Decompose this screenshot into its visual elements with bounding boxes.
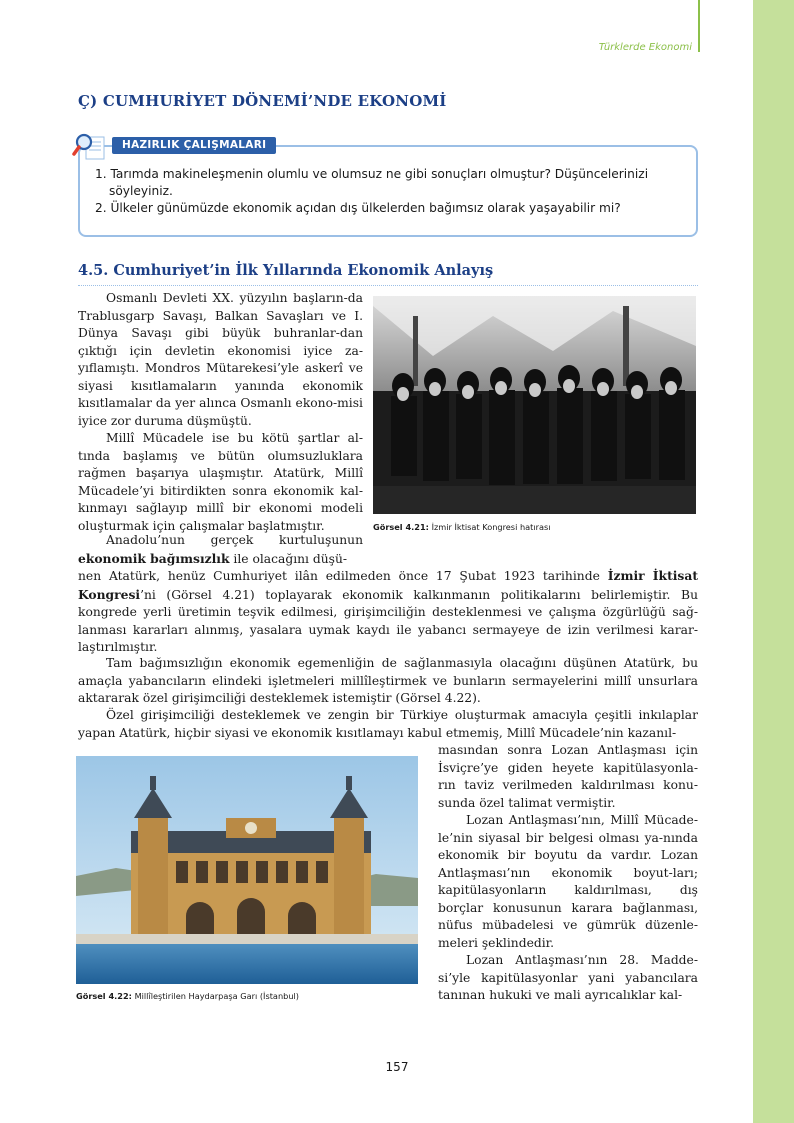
question-item: 2. Ülkeler günümüzde ekonomik açıdan dış ülkelerden bağımsız olarak yaşayabilir mi? (95, 201, 621, 215)
keyword-izmir-congress: İzmir İktisat Kongresi (78, 568, 698, 602)
subsection-divider (78, 285, 698, 286)
section-title: Ç) CUMHURİYET DÖNEMİ’NDE EKONOMİ (78, 92, 447, 110)
figure-4-22-caption: Görsel 4.22: Millîleştirilen Haydarpaşa Garı (İstanbul) (76, 991, 299, 1001)
side-green-strip (753, 0, 794, 1123)
paragraph-3-start: Anadolu’nun gerçek kurtuluşunun ekonomik bağımsızlık ile olacağını düşü- (78, 533, 363, 566)
magnifier-icon (72, 131, 106, 161)
preparation-tab: HAZIRLIK ÇALIŞMALARI (112, 137, 276, 154)
paragraph-6: Lozan Antlaşması’nın, Millî Mücade-le’nin siyasal bir belgesi olması ya-nında ekonomik bir boyutu da vardır. Lozan Antlaşması’nın ekonomik boyut-ları; kapitülasyonların kaldırılması, dış borçlar konusunun karara bağlanması, nüfus mübadelesi ve gümrük düzenle-meleri şeklindedir. (438, 813, 698, 950)
paragraph-5-cont: masından sonra Lozan Antlaşması için İsviçre’ye giden heyete kapitülasyonla-rın taviz verilmeden kaldırılması konu-sunda özel talimat vermiştir. (438, 743, 698, 810)
izmir-congress-photo (373, 296, 696, 514)
paragraph-3-cont: nen Atatürk, henüz Cumhuriyet ilân edilmeden önce 17 Şubat 1923 tarihinde İzmir İktisat Kongresi’ni (Görsel 4.21) toplayarak ekonomik kalkınmanın politikalarını belirlemiştir. Bu kongrede yerli üretimin teşvik edilmesi, girişimciliğin desteklenmesi ve çalışma özgürlüğü sağ-lanması kararları alınmış, yasalara uymak kaydı ile yabancı sermayeye de izin verilmesi karar-laştırılmıştır. (78, 568, 698, 654)
paragraph-7: Lozan Antlaşması’nın 28. Madde-si’yle kapitülasyonlar yani yabancılara tanınan hukuki ve mali ayrıcalıklar kal- (438, 953, 698, 1002)
question-item: 1. Tarımda makineleşmenin olumlu ve olumsuz ne gibi sonuçları olmuştur? Düşüncelerinizi söyleyiniz. (95, 167, 649, 198)
running-header: Türklerde Ekonomi (598, 42, 692, 53)
paragraph-5: Özel girişimciliği desteklemek ve zengin bir Türkiye oluşturmak amacıyla çeşitli inkılaplar yapan Atatürk, hiçbir siyasi ve ekonomik kısıtlamayı kabul etmemiş, Millî Mücadele’nin kazanıl- (78, 708, 698, 740)
paragraph-1: Osmanlı Devleti XX. yüzyılın başların-da Trablusgarp Savaşı, Balkan Savaşları ve I. Dünya Savaşı gibi büyük buhranlar-dan çıktığı için devletin ekonomisi iyice za-yıflamıştı. Mondros Mütarekesi’yle askerî ve siyasi kısıtlamaların yanında ekonomik kısıtlamalar da yer alınca Osmanlı ekono-misi iyice zor duruma düşmüştü. (78, 291, 363, 428)
figure-4-21-caption: Görsel 4.21: İzmir İktisat Kongresi hatırası (373, 522, 551, 532)
preparation-questions (95, 166, 690, 217)
keyword-economic-independence: ekonomik bağımsızlık (78, 550, 230, 566)
header-rule (698, 0, 700, 52)
paragraph-4: Tam bağımsızlığın ekonomik egemenliğin de sağlanmasıyla olacağını düşünen Atatürk, bu amaçla yabancıların elindeki işletmeleri millîleştirmek ve bunların sermayelerini millî unsurlara aktararak özel girişimciliği desteklemek istemiştir (Görsel 4.22). (78, 656, 698, 705)
paragraph-2: Millî Mücadele ise bu kötü şartlar al-tında başlamış ve bütün olumsuzluklara rağmen başarıya ulaşmıştır. Atatürk, Millî Mücadele’yi bitirdikten sonra ekonomik kal-kınmayı sağlayıp millî bir ekonomi modeli oluşturmak için çalışmalar başlatmıştır. (78, 431, 363, 533)
page-number: 157 (385, 1060, 409, 1074)
haydarpasa-station-photo (76, 756, 418, 984)
subsection-title: 4.5. Cumhuriyet’in İlk Yıllarında Ekonomik Anlayış (78, 262, 494, 279)
